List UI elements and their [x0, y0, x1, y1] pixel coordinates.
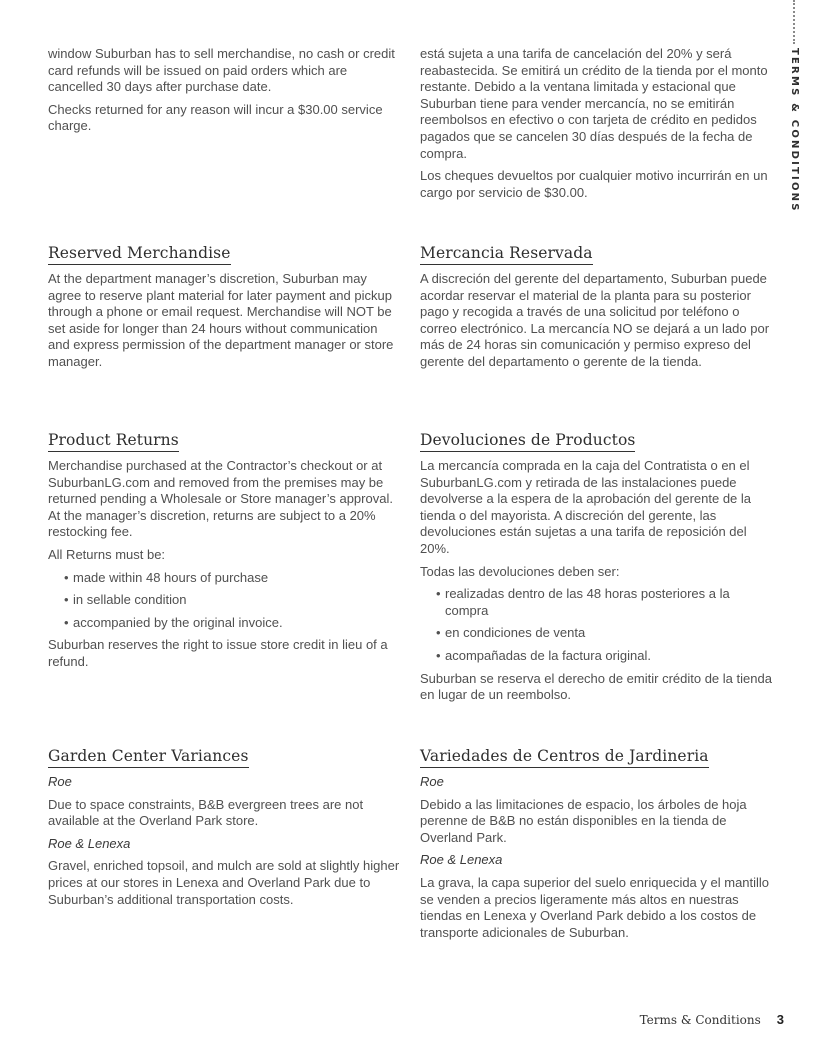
section-heading: Product Returns: [48, 431, 179, 452]
section-heading: Reserved Merchandise: [48, 244, 231, 265]
paragraph: La mercancía comprada en la caja del Contratista o en el SuburbanLG.com y retirada de las instalaciones puede devolverse a la espera de la aprobación del gerente de la tienda o del mayorista. A discreción del gerente, las devoluciones están sujetas a una tarifa de reposición del 20%.: [420, 458, 752, 556]
bullet-list: [48, 570, 400, 632]
location-subheading: Roe & Lenexa: [420, 852, 503, 868]
cancellation-en: [48, 46, 400, 141]
returns-en: [48, 431, 400, 677]
location-subheading: Roe & Lenexa: [48, 835, 131, 851]
paragraph: Gravel, enriched topsoil, and mulch are sold at slightly higher prices at our stores in Lenexa and Overland Park due to Suburban’s additional transportation costs.: [48, 858, 400, 907]
paragraph: Los cheques devueltos por cualquier motivo incurrirán en un cargo por servicio de $30.00.: [420, 168, 768, 200]
section-heading: Garden Center Variances: [48, 747, 249, 768]
cancellation-es: [420, 46, 772, 207]
paragraph: está sujeta a una tarifa de cancelación del 20% y será reabastecida. Se emitirá un crédito de la tienda por el monto restante. Debido a la ventana limitada y estacional que Suburban tiene para vender mercancía, no se emitirán reembolsos en efectivo o con tarjeta de crédito en pedidos pagados que se cancelen 30 días después de la fecha de compra.: [420, 46, 768, 161]
list-intro: Todas las devoluciones deben ser:: [420, 563, 620, 579]
bullet-list: [420, 586, 772, 664]
side-tab: [788, 0, 802, 213]
paragraph: At the department manager’s discretion, Suburban may agree to reserve plant material for later payment and pickup through a phone or email request. Merchandise will NOT be set aside for longer than 24 hours without communication and express permission of the department manager or store manager.: [48, 271, 394, 369]
paragraph: A discreción del gerente del departamento, Suburban puede acordar reservar el material de la planta para su posterior pago y recogida a través de una solicitud por teléfono o correo electrónico. La mercancía NO se dejará a un lado por más de 24 horas sin comunicación y permiso expreso del gerente del departamento o gerente de la tienda.: [420, 271, 770, 369]
list-item: • acompañadas de la factura original.: [436, 647, 651, 663]
returns-es: [420, 431, 772, 710]
paragraph: window Suburban has to sell merchandise, no cash or credit card refunds will be issued on paid orders which are cancelled 30 days after purchase date.: [48, 46, 395, 95]
list-item: • in sellable condition: [64, 592, 187, 608]
reserved-en: [48, 244, 400, 377]
paragraph: Checks returned for any reason will incur a $30.00 service charge.: [48, 101, 383, 134]
paragraph: Suburban se reserva el derecho de emitir crédito de la tienda en lugar de un reembolso.: [420, 670, 772, 703]
reserved-es: [420, 244, 772, 377]
paragraph: Merchandise purchased at the Contractor’s checkout or at SuburbanLG.com and removed from the premises may be returned pending a Wholesale or Store manager’s approval. At the manager’s discretion, returns are subject to a 20% restocking fee.: [48, 458, 393, 540]
variances-es: [420, 747, 772, 947]
location-subheading: Roe: [48, 774, 72, 789]
page-number: 3: [776, 1012, 784, 1027]
footer-title: Terms & Conditions: [639, 1013, 761, 1027]
location-subheading: Roe: [420, 774, 444, 789]
list-item: • realizadas dentro de las 48 horas posteriores a la compra: [436, 586, 730, 618]
list-intro: All Returns must be:: [48, 546, 166, 562]
page-footer: [640, 1012, 784, 1027]
paragraph: Due to space constraints, B&B evergreen trees are not available at the Overland Park store.: [48, 796, 364, 829]
paragraph: Debido a las limitaciones de espacio, los árboles de hoja perenne de B&B no están disponibles en la tienda de Overland Park.: [420, 796, 747, 845]
paragraph: Suburban reserves the right to issue store credit in lieu of a refund.: [48, 637, 388, 669]
section-heading: Devoluciones de Productos: [420, 431, 635, 452]
section-heading: Mercancia Reservada: [420, 244, 593, 265]
variances-en: [48, 747, 400, 914]
section-heading: Variedades de Centros de Jardineria: [420, 747, 709, 768]
list-item: • en condiciones de venta: [436, 625, 586, 641]
paragraph: La grava, la capa superior del suelo enriquecida y el mantillo se venden a precios ligeramente más altos en nuestras tiendas en Lenexa y Overland Park debido a los costos de transporte adicionales de Suburban.: [420, 874, 770, 940]
list-item: • accompanied by the original invoice.: [64, 614, 283, 630]
dotted-leader: [793, 0, 795, 44]
list-item: • made within 48 hours of purchase: [64, 569, 269, 585]
side-tab-label: TERMS & CONDITIONS: [789, 48, 800, 213]
